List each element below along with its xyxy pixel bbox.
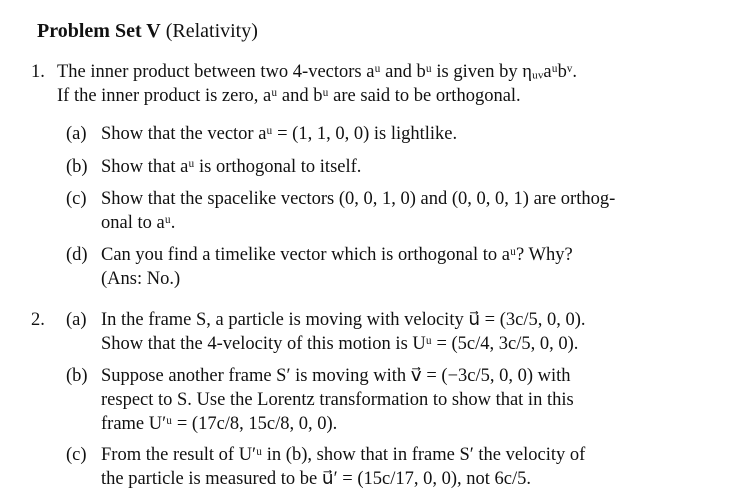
problem-2b-label: (b)	[66, 366, 88, 386]
problem-1-number: 1.	[31, 62, 45, 82]
problem-1b-label: (b)	[66, 157, 88, 177]
problem-1d-label: (d)	[66, 245, 88, 265]
problem-1-intro-line-1: The inner product between two 4-vectors aᵘ and bᵘ is given by ηᵤᵥaᵘbᵛ.	[57, 62, 577, 82]
problem-2b-text-line-2: respect to S. Use the Lorentz transformation to show that in this	[101, 390, 574, 410]
problem-2a-label: (a)	[66, 310, 87, 330]
problem-2b-text-line-1: Suppose another frame S′ is moving with v⃗ = (−3c/5, 0, 0) with	[101, 366, 571, 386]
problem-2a-text-line-1: In the frame S, a particle is moving with velocity u⃗ = (3c/5, 0, 0).	[101, 310, 586, 330]
page-title	[37, 18, 258, 44]
problem-2a-text-line-2: Show that the 4-velocity of this motion is Uᵘ = (5c/4, 3c/5, 0, 0).	[101, 334, 579, 354]
problem-1a-text: Show that the vector aᵘ = (1, 1, 0, 0) is lightlike.	[101, 124, 458, 144]
problem-2c-text-line-1: From the result of U′ᵘ in (b), show that in frame S′ the velocity of	[101, 445, 586, 465]
problem-1c-text-line-1: Show that the spacelike vectors (0, 0, 1, 0) and (0, 0, 0, 1) are orthog-	[101, 189, 616, 209]
problem-1a-label: (a)	[66, 124, 87, 144]
problem-1c-label: (c)	[66, 189, 87, 209]
problem-2c-label: (c)	[66, 445, 87, 465]
problem-1b-text: Show that aᵘ is orthogonal to itself.	[101, 157, 362, 177]
problem-1d-text-line-1: Can you find a timelike vector which is orthogonal to aᵘ? Why?	[101, 245, 573, 265]
problem-2c-text-line-2: the particle is measured to be u⃗′ = (15c/17, 0, 0), not 6c/5.	[101, 469, 532, 489]
problem-1d-answer: (Ans: No.)	[101, 269, 181, 289]
problem-1-intro-line-2: If the inner product is zero, aᵘ and bᵘ are said to be orthogonal.	[57, 86, 521, 106]
problem-2b-text-line-3: frame U′ᵘ = (17c/8, 15c/8, 0, 0).	[101, 414, 338, 434]
problem-2-number: 2.	[31, 310, 45, 330]
title-bold: Problem Set V	[37, 20, 161, 42]
title-subtitle: (Relativity)	[165, 20, 258, 42]
problem-1c-text-line-2: onal to aᵘ.	[101, 213, 176, 233]
